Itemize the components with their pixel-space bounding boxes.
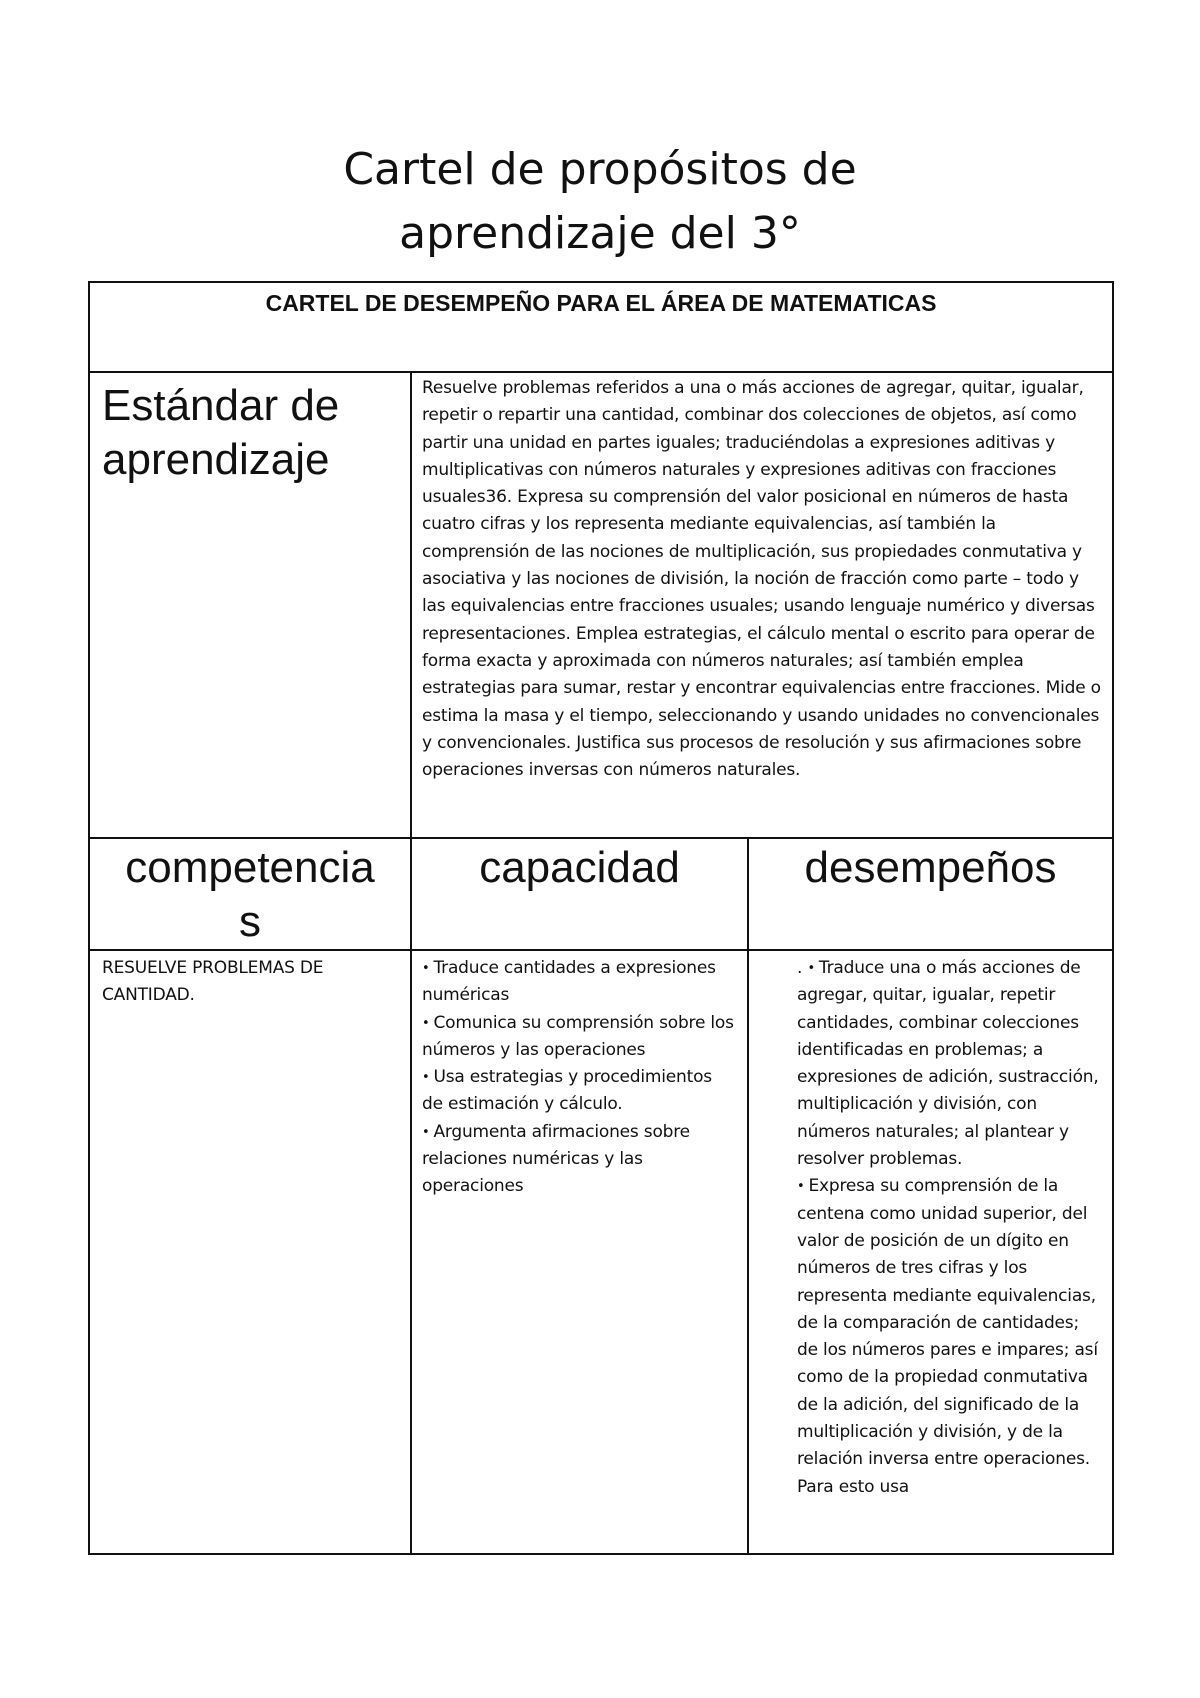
competencias-header-line-1: competencia bbox=[125, 843, 375, 892]
title-line-2: aprendizaje del 3° bbox=[399, 208, 801, 259]
desempenos-header-cell bbox=[748, 838, 1113, 950]
capacidad-item-text: Traduce cantidades a expresiones numéricas bbox=[422, 958, 716, 1006]
capacidad-item bbox=[422, 1010, 737, 1065]
desempeno-item-text: Traduce una o más acciones de agregar, quitar, igualar, repetir cantidades, combinar colecciones identificadas en problemas; a expresiones de adición, sustracción, multiplicación y división, con números naturales; al plantear y resolver problemas. bbox=[797, 958, 1099, 1170]
document-title bbox=[0, 138, 1200, 266]
capacidad-header: capacidad bbox=[479, 843, 680, 892]
bullet-icon: • bbox=[797, 1179, 805, 1195]
bullet-icon: • bbox=[422, 1015, 430, 1031]
competencias-header-cell bbox=[89, 838, 411, 950]
standard-label bbox=[90, 373, 410, 487]
capacidad-item-text: Argumenta afirmaciones sobre relaciones numéricas y las operaciones bbox=[422, 1121, 690, 1197]
capacidad-item-text: Comunica su comprensión sobre los números y las operaciones bbox=[422, 1012, 734, 1060]
capacidad-header-cell bbox=[411, 838, 748, 950]
desempenos-list bbox=[749, 951, 1112, 1501]
bullet-icon: • bbox=[422, 1070, 430, 1086]
capacidad-item bbox=[422, 1119, 737, 1201]
title-line-1: Cartel de propósitos de bbox=[343, 144, 857, 195]
desempeno-item-text: Expresa su comprensión de la centena como unidad superior, del valor de posición de un dígito en números de tres cifras y los representa mediante equivalencias, de la comparación de cantidades; de los números pares e impares; así como de la propiedad conmutativa de la adición, del significado de la multiplicación y división, y de la relación inversa entre operaciones. Para esto usa bbox=[797, 1176, 1098, 1497]
capacidad-item bbox=[422, 955, 737, 1010]
competencias-header-line-2: s bbox=[239, 897, 261, 946]
standard-label-cell bbox=[89, 372, 411, 838]
bullet-icon: • bbox=[807, 961, 815, 976]
capacidad-item bbox=[422, 1064, 737, 1119]
desempenos-cell bbox=[748, 950, 1113, 1554]
bullet-icon: • bbox=[422, 961, 430, 976]
standard-text: Resuelve problemas referidos a una o más acciones de agregar, quitar, igualar, repetir o repartir una cantidad, combinar dos colecciones de objetos, así como partir una unidad en partes iguales; traduciéndolas a expresiones aditivas y multiplicativas con números naturales y expresiones aditivas con fracciones usuales36. Expresa su comprensión del valor posicional en números de hasta cuatro cifras y los representa mediante equivalencias, así también la comprensión de las nociones de multiplicación, sus propiedades conmutativa y asociativa y las nociones de división, la noción de fracción como parte – todo y las equivalencias entre fracciones usuales; usando lenguaje numérico y diversas representaciones. Emplea estrategias, el cálculo mental o escrito para operar de forma exacta y aproximada con números naturales; así también emplea estrategias para sumar, restar y encontrar equivalencias entre fracciones. Mide o estima la masa y el tiempo, seleccionando y usando unidades no convencionales y convencionales. Justifica sus procesos de resolución y sus afirmaciones sobre operaciones inversas con números naturales. bbox=[422, 378, 1101, 781]
competencia-text: RESUELVE PROBLEMAS DE CANTIDAD. bbox=[102, 958, 324, 1006]
desempeno-lead: . bbox=[797, 958, 803, 978]
table-header: CARTEL DE DESEMPEÑO PARA EL ÁREA DE MATEMATICAS bbox=[265, 290, 937, 316]
bullet-icon: • bbox=[422, 1124, 430, 1140]
desempeno-item bbox=[797, 1173, 1104, 1501]
standard-text-cell bbox=[411, 372, 1113, 838]
table-header-cell bbox=[89, 282, 1113, 372]
standard-label-line-2: aprendizaje bbox=[102, 435, 330, 484]
standard-label-line-1: Estándar de bbox=[102, 381, 340, 430]
desempenos-header: desempeños bbox=[804, 843, 1057, 892]
capacidad-item-text: Usa estrategias y procedimientos de estimación y cálculo. bbox=[422, 1067, 712, 1115]
competencia-cell bbox=[89, 950, 411, 1554]
performance-table bbox=[88, 281, 1114, 1555]
capacidades-cell bbox=[411, 950, 748, 1554]
capacidades-list bbox=[412, 951, 747, 1201]
competencias-header bbox=[90, 839, 410, 949]
desempeno-item bbox=[797, 955, 1104, 1173]
